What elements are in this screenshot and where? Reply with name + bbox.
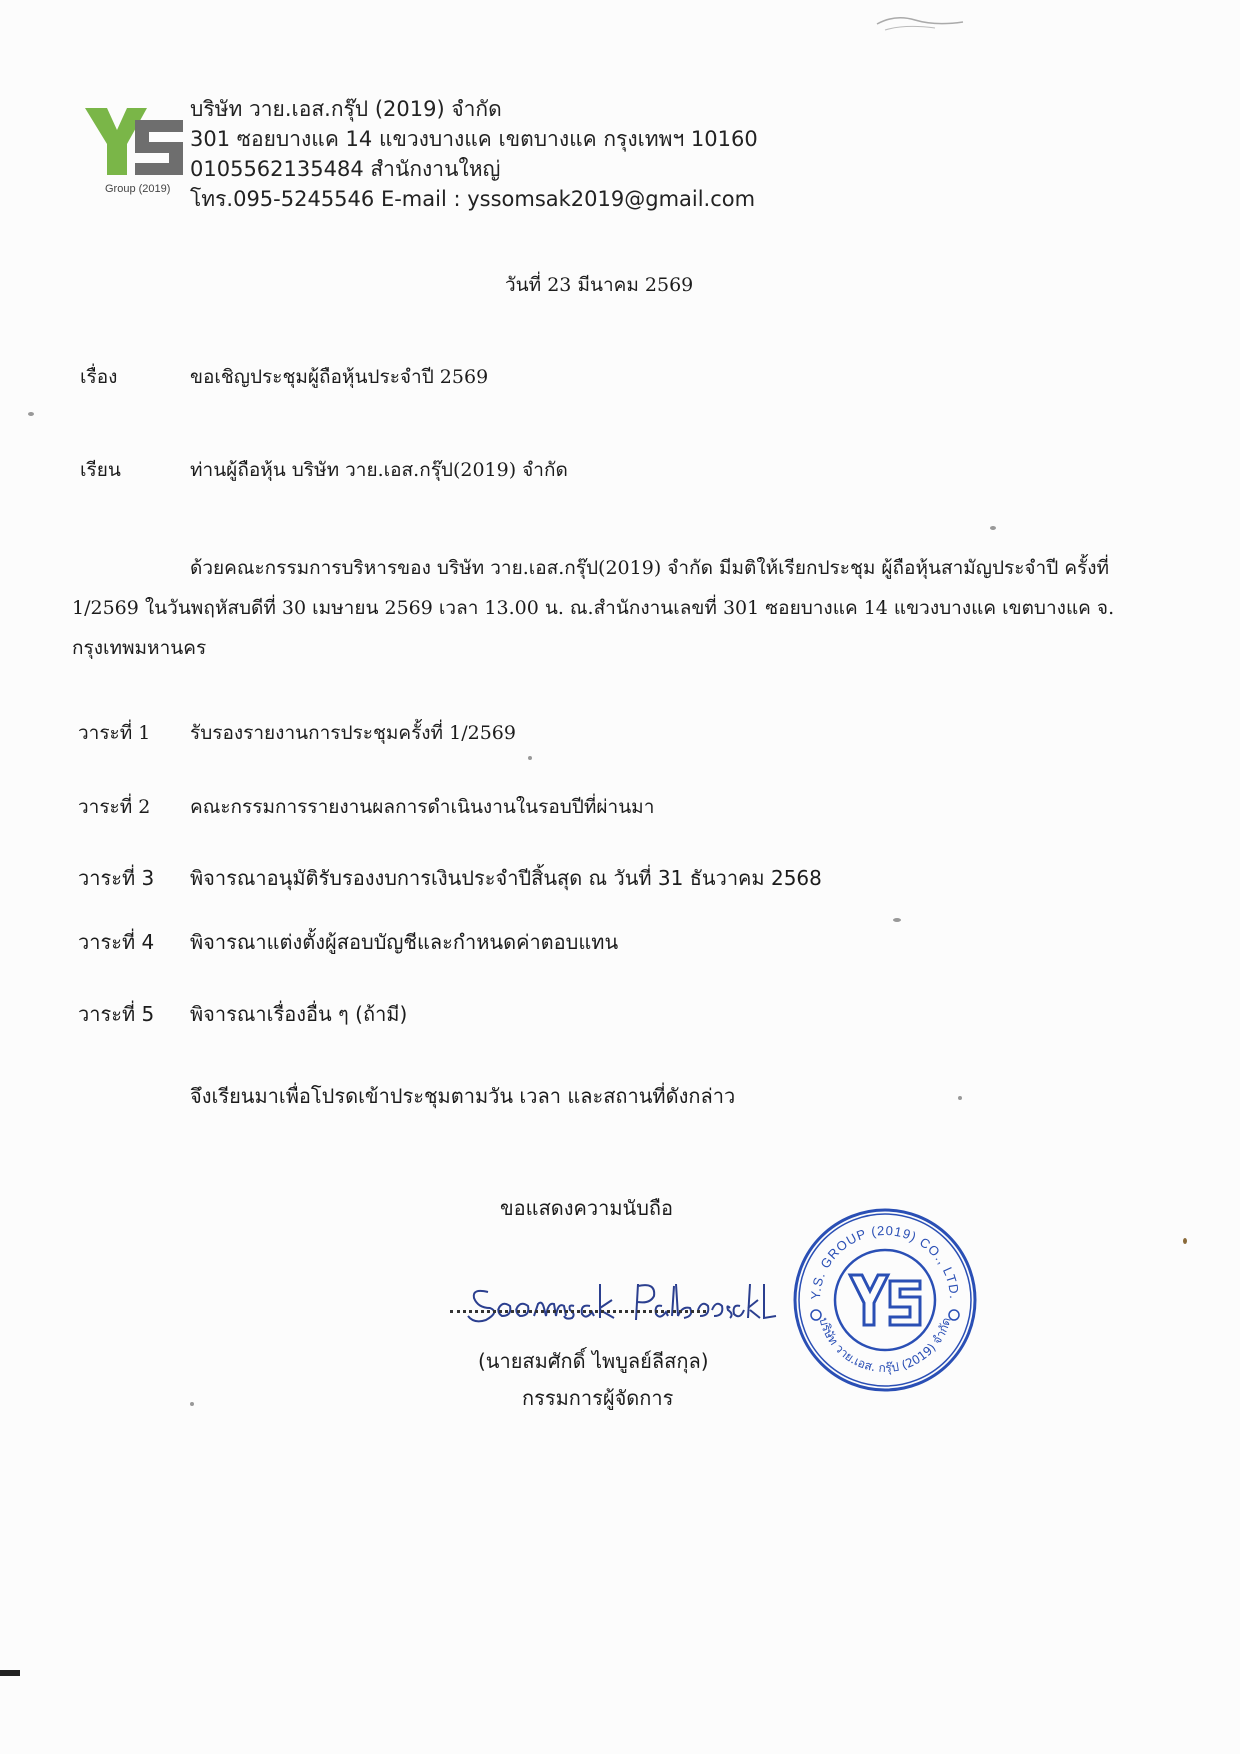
recipient-label: เรียน <box>80 459 121 481</box>
ys-group-logo-icon <box>85 100 185 195</box>
agenda-label-1: วาระที่ 1 <box>78 722 151 744</box>
company-tax-id: 0105562135484 สำนักงานใหญ่ <box>190 157 501 181</box>
agenda-text-5: พิจารณาเรื่องอื่น ๆ (ถ้ามี) <box>190 1002 408 1026</box>
recipient-value: ท่านผู้ถือหุ้น บริษัท วาย.เอส.กรุ๊ป(2019) จำกัด <box>190 459 568 481</box>
logo-caption: Group (2019) <box>105 183 171 195</box>
agenda-text-2: คณะกรรมการรายงานผลการดำเนินงานในรอบปีที่ผ่านมา <box>190 796 655 818</box>
scan-smudge-icon <box>875 10 965 36</box>
company-header <box>190 94 758 214</box>
agenda-text-1: รับรองรายงานการประชุมครั้งที่ 1/2569 <box>190 722 516 744</box>
company-contact: โทร.095-5245546 E-mail : yssomsak2019@gmail.com <box>190 187 756 211</box>
body-paragraph: ด้วยคณะกรรมการบริหารของ บริษัท วาย.เอส.กรุ๊ป(2019) จำกัด มีมติให้เรียกประชุม ผู้ถือหุ้นสามัญประจำปี ครั้งที่ 1/2569 ในวันพฤหัสบดีที่ 30 เมษายน 2569 เวลา 13.00 น. ณ.สำนักงานเลขที่ 301 ซอยบางแค 14 แขวงบางแค เขตบางแค จ. กรุงเทพมหานคร <box>72 557 1115 659</box>
closing-sentence: จึงเรียนมาเพื่อโปรดเข้าประชุมตามวัน เวลา และสถานที่ดังกล่าว <box>190 1084 736 1108</box>
agenda-label-3: วาระที่ 3 <box>78 866 155 890</box>
company-address: 301 ซอยบางแค 14 แขวงบางแค เขตบางแค กรุงเทพฯ 10160 <box>190 127 758 151</box>
handwritten-signature <box>450 1270 780 1345</box>
subject-value: ขอเชิญประชุมผู้ถือหุ้นประจำปี 2569 <box>190 366 489 388</box>
regards-line: ขอแสดงความนับถือ <box>500 1196 674 1220</box>
agenda-text-3: พิจารณาอนุมัติรับรองงบการเงินประจำปีสิ้นสุด ณ วันที่ 31 ธันวาคม 2568 <box>190 866 822 890</box>
svg-text:บริษัท วาย.เอส. กรุ๊ป (2019) จ: บริษัท วาย.เอส. กรุ๊ป (2019) จำกัด <box>816 1315 954 1376</box>
signer-name: (นายสมศักดิ์ ไพบูลย์ลีสกุล) <box>478 1349 709 1373</box>
signature-line <box>450 1310 706 1313</box>
agenda-label-4: วาระที่ 4 <box>78 930 155 954</box>
agenda-label-5: วาระที่ 5 <box>78 1002 155 1026</box>
letter-date: วันที่ 23 มีนาคม 2569 <box>505 274 694 296</box>
subject-label: เรื่อง <box>80 366 118 388</box>
company-seal-stamp <box>790 1205 980 1395</box>
svg-text:Y.S. GROUP (2019) CO., LTD.: Y.S. GROUP (2019) CO., LTD. <box>807 1222 963 1301</box>
agenda-text-4: พิจารณาแต่งตั้งผู้สอบบัญชีและกำหนดค่าตอบแทน <box>190 930 619 954</box>
agenda-label-2: วาระที่ 2 <box>78 796 151 818</box>
company-name: บริษัท วาย.เอส.กรุ๊ป (2019) จำกัด <box>190 97 502 121</box>
signer-title: กรรมการผู้จัดการ <box>522 1386 674 1410</box>
